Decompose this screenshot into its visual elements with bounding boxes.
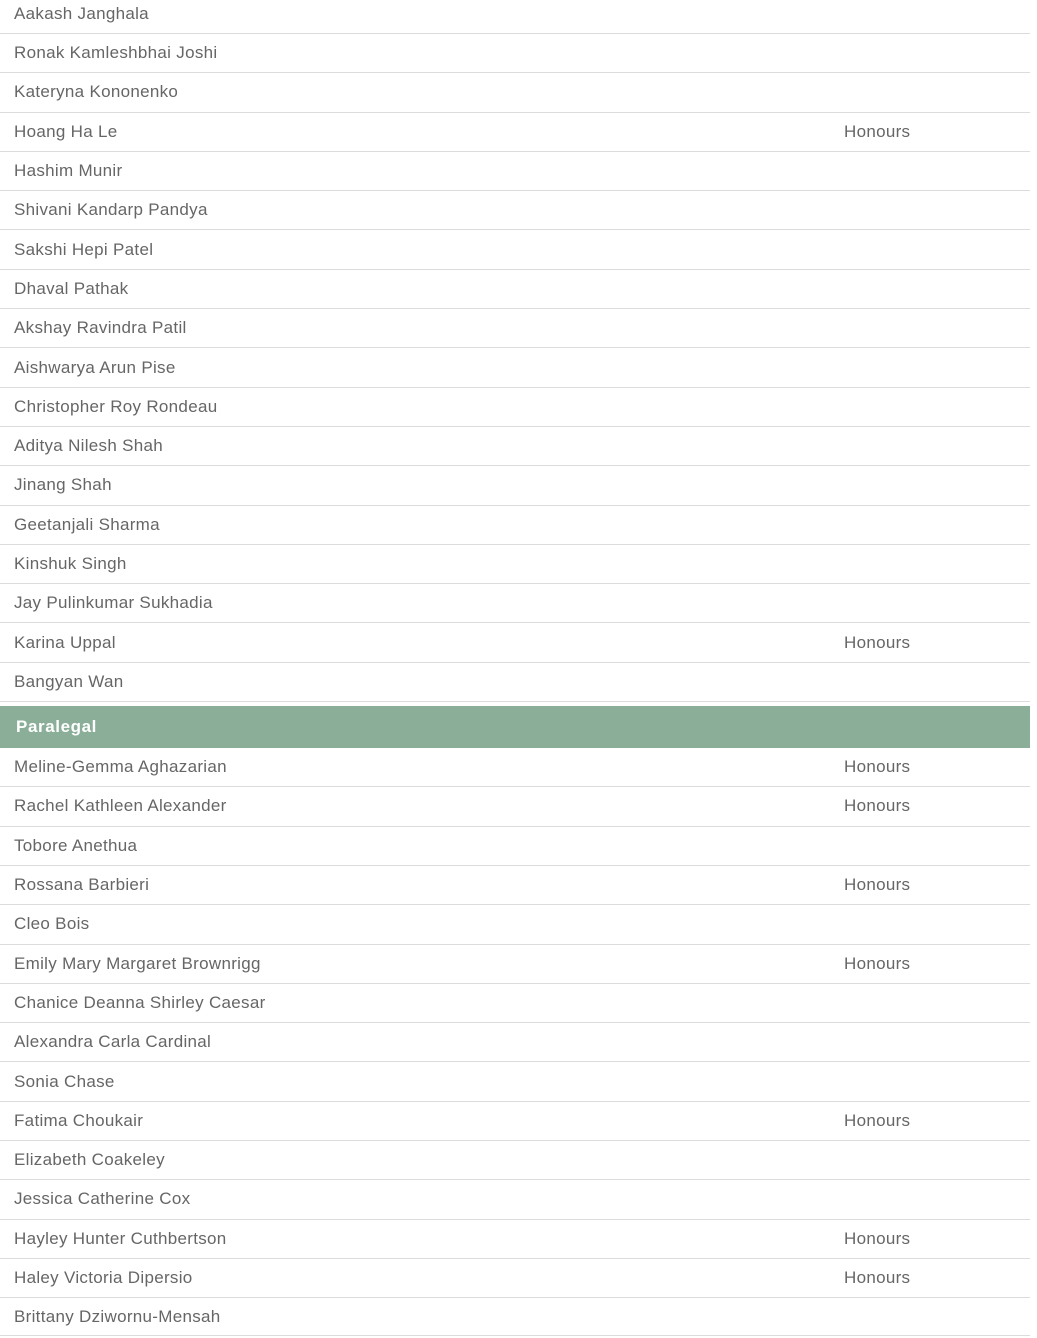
table-row (0, 1102, 1030, 1141)
graduate-name: Akshay Ravindra Patil (14, 318, 187, 338)
table-row (0, 545, 1030, 584)
table-row (0, 945, 1030, 984)
table-row (0, 73, 1030, 112)
table-row (0, 787, 1030, 826)
table-row (0, 466, 1030, 505)
section-header-paralegal (0, 706, 1030, 748)
graduate-name: Cleo Bois (14, 914, 90, 934)
table-row (0, 584, 1030, 623)
honours-label: Honours (844, 1110, 911, 1130)
graduate-name: Fatima Choukair (14, 1110, 144, 1130)
honours-label: Honours (844, 1228, 911, 1248)
graduate-name: Rossana Barbieri (14, 875, 150, 895)
honours-label: Honours (844, 1268, 911, 1288)
table-row (0, 1220, 1030, 1259)
table-row (0, 152, 1030, 191)
honours-label: Honours (844, 632, 911, 652)
graduate-name: Ronak Kamleshbhai Joshi (14, 43, 218, 63)
table-row (0, 34, 1030, 73)
graduate-name: Christopher Roy Rondeau (14, 396, 218, 416)
table-row (0, 1141, 1030, 1180)
table-row (0, 748, 1030, 787)
table-row (0, 309, 1030, 348)
honours-label: Honours (844, 796, 911, 816)
graduate-name: Chanice Deanna Shirley Caesar (14, 992, 266, 1012)
graduate-name: Elizabeth Coakeley (14, 1150, 165, 1170)
table-row (0, 348, 1030, 387)
table-row (0, 113, 1030, 152)
section-title: Paralegal (16, 717, 98, 737)
graduate-name: Jinang Shah (14, 475, 112, 495)
table-row (0, 827, 1030, 866)
graduate-name: Sonia Chase (14, 1071, 115, 1091)
table-row (0, 427, 1030, 466)
graduate-name: Hayley Hunter Cuthbertson (14, 1228, 227, 1248)
table-row (0, 1062, 1030, 1101)
graduate-name: Sakshi Hepi Patel (14, 239, 154, 259)
graduate-name: Geetanjali Sharma (14, 514, 160, 534)
table-row (0, 1023, 1030, 1062)
honours-label: Honours (844, 953, 911, 973)
honours-label: Honours (844, 121, 911, 141)
honours-label: Honours (844, 757, 911, 777)
graduate-name: Alexandra Carla Cardinal (14, 1032, 212, 1052)
graduate-name: Hashim Munir (14, 161, 123, 181)
table-row (0, 866, 1030, 905)
table-row (0, 1180, 1030, 1219)
table-row (0, 905, 1030, 944)
table-row (0, 230, 1030, 269)
graduate-name: Hoang Ha Le (14, 121, 118, 141)
table-row (0, 506, 1030, 545)
graduate-name: Aditya Nilesh Shah (14, 436, 164, 456)
graduate-name: Aakash Janghala (14, 4, 149, 23)
honours-label: Honours (844, 875, 911, 895)
graduate-name: Tobore Anethua (14, 835, 138, 855)
graduate-name: Kinshuk Singh (14, 554, 127, 573)
graduate-name: Haley Victoria Dipersio (14, 1268, 193, 1288)
graduate-name: Shivani Kandarp Pandya (14, 200, 208, 220)
graduate-name: Rachel Kathleen Alexander (14, 796, 227, 816)
table-row (0, 1298, 1030, 1336)
table-row (0, 663, 1030, 702)
graduate-name: Brittany Dziwornu-Mensah (14, 1306, 221, 1326)
table-row (0, 388, 1030, 427)
graduate-name: Dhaval Pathak (14, 278, 129, 298)
paralegal-rows (0, 748, 1030, 1336)
graduate-name: Karina Uppal (14, 632, 116, 652)
graduate-name: Bangyan Wan (14, 671, 124, 691)
graduate-name: Aishwarya Arun Pise (14, 357, 176, 377)
table-row (0, 1259, 1030, 1298)
graduate-name: Jay Pulinkumar Sukhadia (14, 593, 213, 613)
table-row (0, 191, 1030, 230)
graduate-name: Meline-Gemma Aghazarian (14, 757, 227, 777)
table-row (0, 623, 1030, 662)
table-row (0, 0, 1030, 34)
table-row (0, 270, 1030, 309)
graduate-name: Emily Mary Margaret Brownrigg (14, 953, 261, 973)
graduate-name: Jessica Catherine Cox (14, 1189, 191, 1209)
graduate-name: Kateryna Kononenko (14, 82, 179, 102)
table-row (0, 984, 1030, 1023)
